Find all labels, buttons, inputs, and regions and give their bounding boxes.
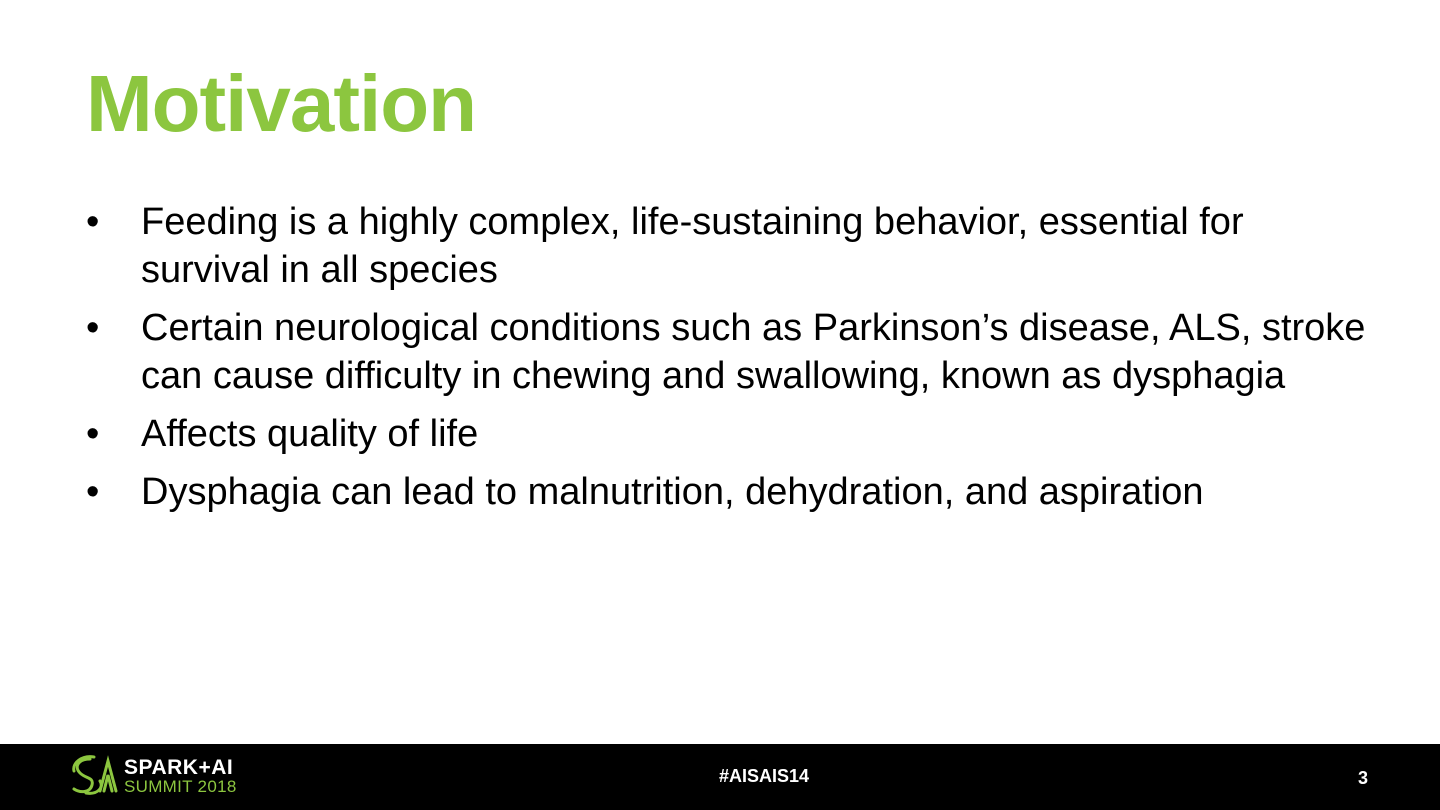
footer-bar [0,744,1440,810]
bullet-item [86,304,1366,400]
bullet-text: Feeding is a highly complex, life-sustaining behavior, essential for survival in all species [141,201,1244,291]
bullet-item [86,468,1366,516]
bullet-dot-icon: • [86,201,100,243]
bullet-text: Certain neurological conditions such as Parkinson’s disease, ALS, stroke can cause difficulty in chewing and swallowing, known as dysphagia [141,307,1366,397]
bullet-list [86,198,1366,526]
page-number: 3 [1357,768,1368,788]
bullet-item [86,198,1366,294]
bullet-text: Dysphagia can lead to malnutrition, dehydration, and aspiration [141,471,1204,513]
logo-text-spark-ai: SPARK+AI [124,756,234,779]
slide-title: Motivation [86,59,476,148]
bullet-dot-icon: • [86,307,100,349]
bullet-item [86,410,1366,458]
event-hashtag: #AISAIS14 [718,766,810,786]
bullet-dot-icon: • [86,413,100,455]
bullet-text: Affects quality of life [141,413,479,455]
bullet-dot-icon: • [86,471,100,513]
logo-text-summit: SUMMIT 2018 [124,777,237,796]
